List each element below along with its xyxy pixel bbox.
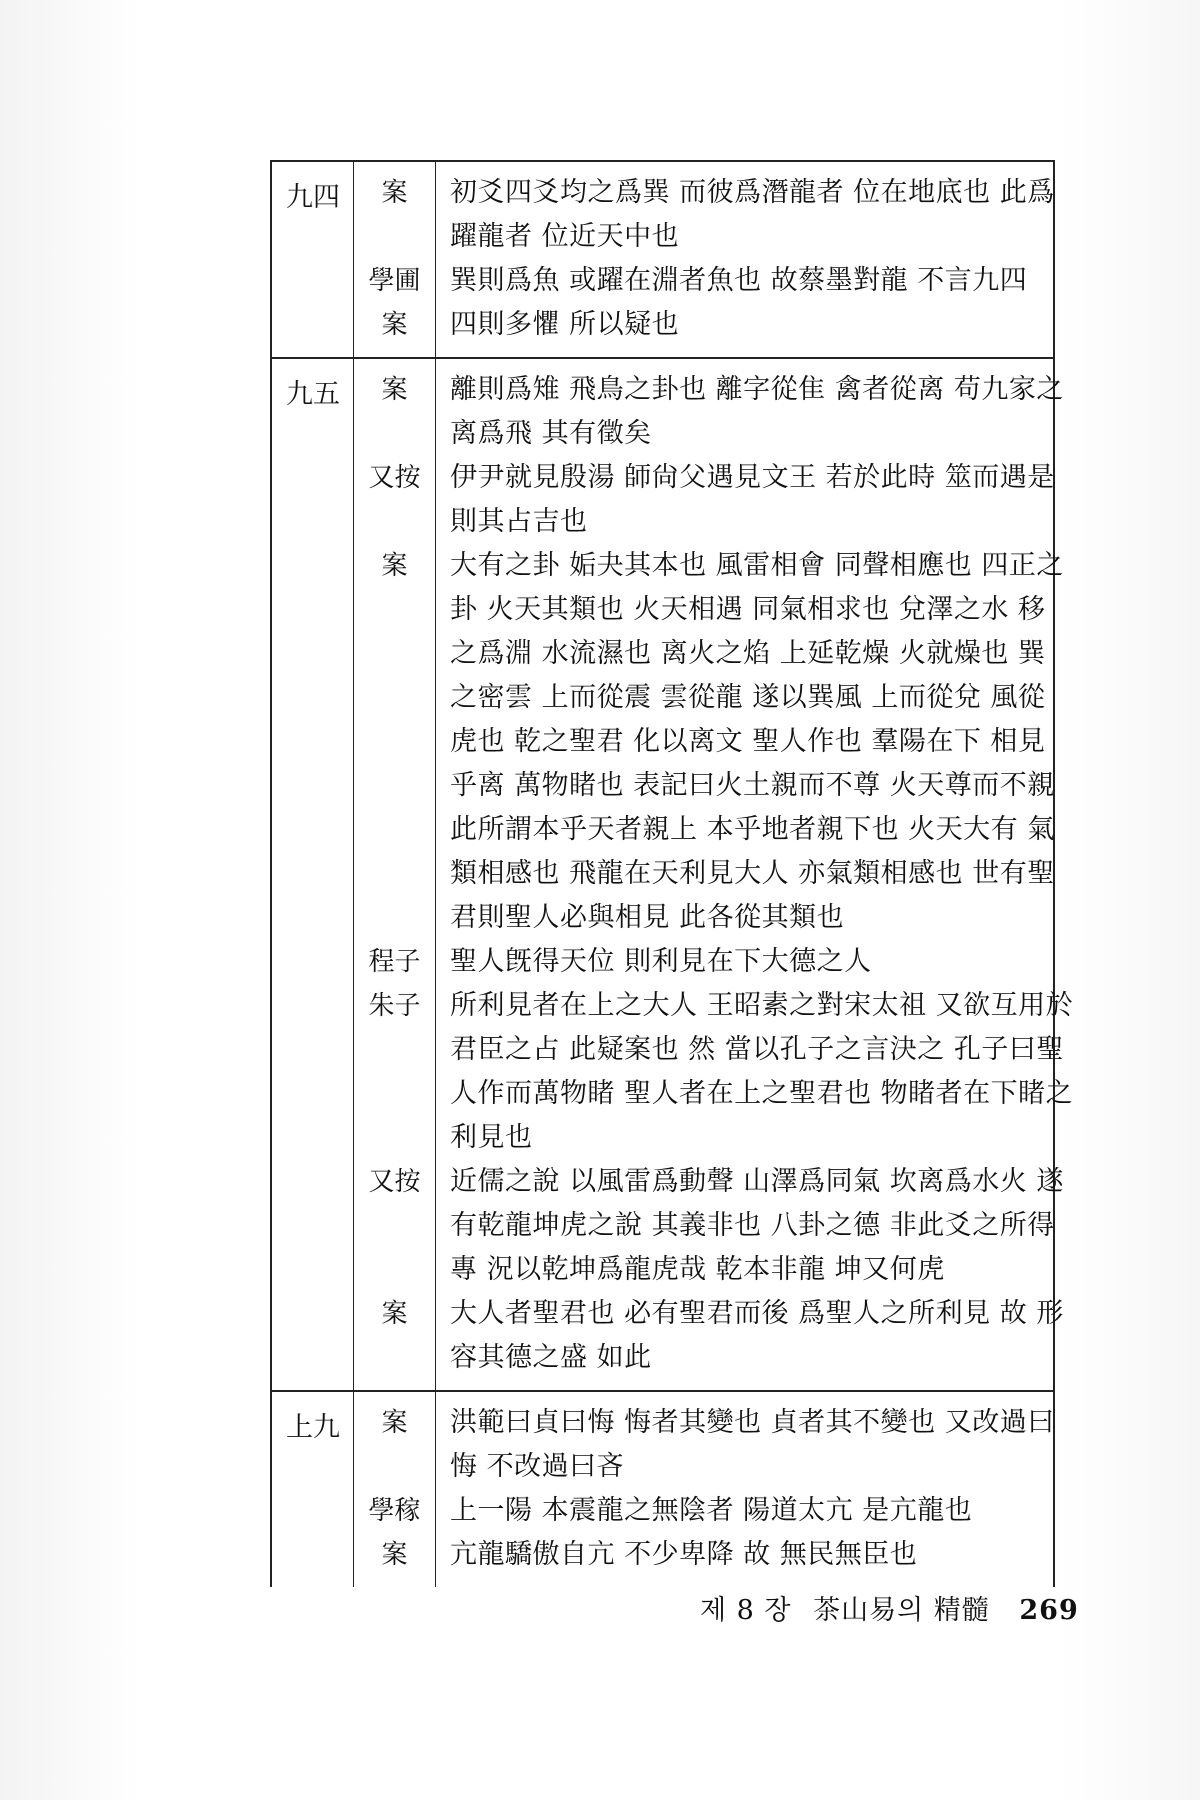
commentary-entry [450,1489,1055,1577]
source-column [354,162,436,357]
commentary-line: 聖人旣得天位 則利見在下大德之人 [450,946,872,977]
hexagram-line-label: 上九 [272,1392,354,1587]
commentary-line: 乎离 萬物睹也 表記曰火土親而不尊 火天尊而不親 [450,770,1055,801]
commentary-line: 人作而萬物睹 聖人者在上之聖君也 物睹者在下睹之 [450,1078,1074,1109]
commentary-entry [450,1401,1055,1489]
commentary-entry [450,940,1073,984]
commentary-line: 君臣之占 此疑案也 然 當以孔子之言決之 孔子曰聖 [450,1034,1064,1065]
commentary-line: 悔 不改過曰吝 [450,1451,625,1482]
source-label: 案 [381,551,408,581]
commentary-line: 伊尹就見殷湯 師尙父遇見文王 若於此時 筮而遇是 [450,462,1055,493]
commentary-line: 專 況以乾坤爲龍虎哉 乾本非龍 坤又何虎 [450,1254,945,1285]
commentary-line: 君則聖人必與相見 此各從其類也 [450,902,845,933]
hexagram-line-label: 九五 [272,359,354,1390]
commentary-entry [450,1160,1073,1292]
commentary-line: 之密雲 上而從震 雲從龍 遂以巽風 上而從兌 風從 [450,682,1046,713]
chapter-number: 제 8 장 [700,1595,792,1626]
commentary-entry [450,984,1073,1160]
commentary-entry [450,171,1055,259]
commentary-line: 之爲淵 水流濕也 离火之焰 上延乾燥 火就燥也 巽 [450,638,1046,669]
table-section [272,359,1074,1392]
chapter-title: 茶山易의 精髓 [813,1595,990,1626]
commentary-line: 有乾龍坤虎之說 其義非也 八卦之德 非此爻之所得 [450,1210,1055,1241]
commentary-line: 近儒之說 以風雷爲動聲 山澤爲同氣 坎离爲水火 遂 [450,1166,1064,1197]
source-label: 學稼 案 [368,1496,421,1570]
table-section [272,1392,1053,1587]
source-label: 又按 [368,1167,421,1197]
commentary-line: 虎也 乾之聖君 化以离文 聖人作也 羣陽在下 相見 [450,726,1046,757]
commentary-line: 卦 火天其類也 火天相遇 同氣相求也 兌澤之水 移 [450,594,1046,625]
source-label: 程子 [368,947,421,977]
commentary-table [270,160,1074,1587]
hexagram-line-label: 九四 [272,162,354,357]
commentary-line: 利見也 [450,1122,533,1153]
commentary-line: 容其德之盛 如此 [450,1342,652,1373]
commentary-line: 四則多懼 所以疑也 [450,309,680,340]
commentary-line: 亢龍驕傲自亢 不少卑降 故 無民無臣也 [450,1539,918,1570]
commentary-line: 离爲飛 其有徵矣 [450,418,652,449]
commentary-line: 類相感也 飛龍在天利見大人 亦氣類相感也 世有聖 [450,858,1055,889]
source-label: 案 [381,375,408,405]
commentary-line: 則其占吉也 [450,506,588,537]
commentary-line: 離則爲雉 飛鳥之卦也 離字從隹 禽者從离 苟九家之 [450,374,1064,405]
commentary-entry [450,1292,1073,1380]
commentary-entry [450,456,1073,544]
commentary-line: 初爻四爻均之爲巽 而彼爲潛龍者 位在地底也 此爲 [450,177,1055,208]
commentary-line: 所利見者在上之大人 王昭素之對宋太祖 又欲互用於 [450,990,1074,1021]
source-label: 案 [381,1408,408,1438]
table-section [272,162,1053,359]
page-footer [700,1588,1091,1627]
commentary-column [436,359,1083,1390]
commentary-line: 大有之卦 姤夬其本也 風雷相會 同聲相應也 四正之 [450,550,1064,581]
source-label: 又按 [368,463,421,493]
commentary-entry [450,259,1055,347]
source-label: 朱子 [368,991,421,1021]
commentary-line: 躍龍者 位近天中也 [450,221,680,252]
commentary-entry [450,544,1073,940]
source-label: 學圃 案 [368,266,421,340]
source-column [354,1392,436,1587]
source-column [354,359,436,1390]
commentary-column [436,162,1065,357]
commentary-line: 洪範曰貞曰悔 悔者其變也 貞者其不變也 又改過曰 [450,1407,1055,1438]
commentary-line: 大人者聖君也 必有聖君而後 爲聖人之所利見 故 形 [450,1298,1064,1329]
commentary-line: 巽則爲魚 或躍在淵者魚也 故蔡墨對龍 不言九四 [450,265,1028,296]
commentary-line: 此所謂本乎天者親上 本乎地者親下也 火天大有 氣 [450,814,1055,845]
commentary-column [436,1392,1065,1587]
source-label: 案 [381,1299,408,1329]
commentary-entry [450,368,1073,456]
commentary-line: 上一陽 本震龍之無陰者 陽道太亢 是亢龍也 [450,1495,973,1526]
page-number: 269 [1019,1595,1079,1626]
source-label: 案 [381,178,408,208]
